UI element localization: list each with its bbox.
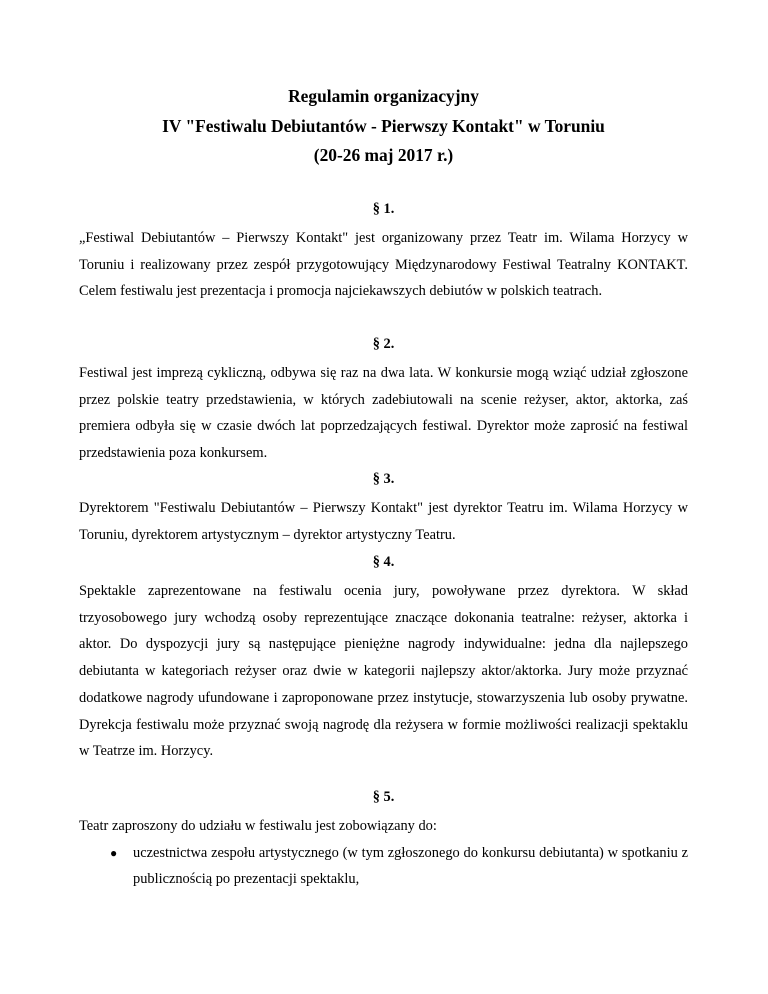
- section-3: [79, 469, 688, 548]
- section-heading: § 5.: [372, 789, 395, 805]
- title-line-2: IV "Festiwalu Debiutantów - Pierwszy Kontakt" w Toruniu: [162, 115, 605, 136]
- obligations-list: [79, 840, 688, 893]
- title-line-1: Regulamin organizacyjny: [288, 86, 479, 106]
- section-heading: § 2.: [372, 336, 395, 352]
- bullet-icon: ●: [110, 845, 118, 860]
- section-body: Festiwal jest imprezą cykliczną, odbywa się raz na dwa lata. W konkursie mogą wziąć udział zgłoszone przez polskie teatry przedstawienia, w których zadebiutowali na scenie reżyser, aktor, aktorka, zaś premiera odbyła się w czasie dwóch lat poprzedzających festiwal. Dyrektor może zaprosić na festiwal przedstawienia poza konkursem.: [79, 365, 688, 462]
- section-heading: § 4.: [372, 554, 395, 570]
- section-5: [79, 787, 688, 893]
- section-heading: § 1.: [372, 201, 395, 217]
- section-body: Spektakle zaprezentowane na festiwalu ocenia jury, powoływane przez dyrektora. W skład trzyosobowego jury wchodzą osoby reprezentujące znaczące dokonania teatralne: reżyser, aktorka i aktor. Do dyspozycji jury są następujące pieniężne nagrody indywidualne: jedna dla najlepszego debiutanta w kategoriach reżyser oraz dwie w kategorii najlepszy aktor/aktorka. Jury może przyznać dodatkowe nagrody ufundowane i zaproponowane przez instytucje, stowarzyszenia lub osoby prywatne. Dyrekcja festiwalu może przyznać swoją nagrodę dla reżysera w formie możliwości realizacji spektaklu w Teatrze im. Horzycy.: [79, 583, 688, 760]
- section-heading: § 3.: [372, 471, 395, 487]
- section-body: „Festiwal Debiutantów – Pierwszy Kontakt" jest organizowany przez Teatr im. Wilama Horzycy w Toruniu i realizowany przez zespół przygotowujący Międzynarodowy Festiwal Teatralny KONTAKT. Celem festiwalu jest prezentacja i promocja najciekawszych debiutów w polskich teatrach.: [79, 230, 688, 300]
- section-body: Teatr zaproszony do udziału w festiwalu jest zobowiązany do:: [79, 818, 437, 834]
- section-1: [79, 199, 688, 305]
- section-4: [79, 552, 688, 765]
- section-body: Dyrektorem "Festiwalu Debiutantów – Pierwszy Kontakt" jest dyrektor Teatru im. Wilama Horzycy w Toruniu, dyrektorem artystycznym – dyrektor artystyczny Teatru.: [79, 500, 688, 543]
- list-item: [79, 840, 688, 893]
- document-title: [79, 82, 688, 171]
- title-line-3: (20-26 maj 2017 r.): [313, 145, 454, 165]
- list-item-text: uczestnictwa zespołu artystycznego (w tym zgłoszonego do konkursu debiutanta) w spotkaniu z publicznością po prezentacji spektaklu,: [133, 844, 688, 888]
- section-2: [79, 334, 688, 467]
